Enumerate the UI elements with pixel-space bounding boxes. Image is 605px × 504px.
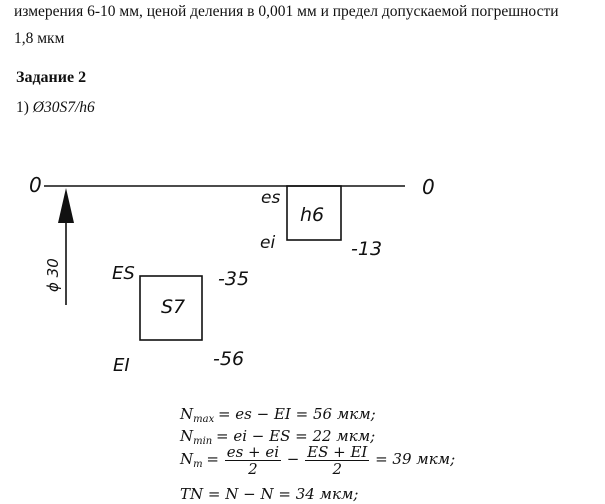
- formula-nmin-lhs: N: [180, 427, 194, 445]
- formula-nm-den2: 2: [332, 460, 342, 478]
- formula-tn-lhs: TN = N: [180, 485, 239, 503]
- formula-nm-minus: −: [286, 449, 300, 468]
- section-heading: Задание 2: [16, 69, 87, 86]
- formula-nmax-sub: max: [193, 414, 215, 425]
- hole-lower-deviation-label: EI: [113, 355, 130, 376]
- dimension-label: ϕ 30: [44, 258, 62, 292]
- formula-nm-result: = 39 мкм;: [375, 449, 456, 468]
- dimension-arrow-head: [58, 188, 74, 223]
- hole-label: S7: [161, 296, 186, 318]
- formula-nmin-rhs: = ei − ES = 22 мкм;: [216, 427, 376, 445]
- formula-nm: [180, 444, 455, 477]
- shaft-label: h6: [300, 204, 325, 226]
- hole-upper-deviation-label: ES: [112, 263, 135, 284]
- formula-nm-den1: 2: [248, 460, 258, 478]
- shaft-lower-deviation-label: ei: [260, 233, 276, 253]
- formula-tn-result: = 34 мкм;: [273, 485, 359, 503]
- formula-nm-fraction-2: [305, 444, 369, 477]
- zero-label-left: 0: [29, 173, 42, 197]
- formula-tn: [180, 485, 358, 504]
- formula-tn-tail: − N: [238, 485, 274, 503]
- formula-nm-num1: es + ei: [226, 443, 280, 461]
- formula-nmax-rhs: = es − EI = 56 мкм;: [217, 405, 376, 423]
- formula-nm-eq: =: [206, 449, 219, 468]
- formula-nm-lhs: N: [180, 449, 194, 468]
- shaft-lower-deviation-value: -13: [351, 238, 383, 260]
- formula-nmax-lhs: N: [180, 405, 194, 423]
- item-fit-formula: Ø30S7/h6: [32, 99, 95, 116]
- formula-nmax: [180, 405, 376, 425]
- formula-nm-sub: m: [193, 458, 203, 470]
- hole-upper-deviation-value: -35: [218, 268, 250, 290]
- body-text-line-1: измерения 6-10 мм, ценой деления в 0,001 мм и предел допускаемой погрешности: [14, 3, 559, 20]
- hole-lower-deviation-value: -56: [213, 348, 245, 370]
- body-text-line-2: 1,8 мкм: [14, 30, 65, 47]
- formula-nm-num2: ES + EI: [307, 443, 368, 461]
- formula-nmin-sub: min: [193, 436, 213, 447]
- zero-label-right: 0: [422, 175, 435, 199]
- formula-nm-fraction-1: [225, 444, 281, 477]
- item-number: 1): [16, 99, 33, 116]
- shaft-upper-deviation-label: es: [261, 188, 281, 208]
